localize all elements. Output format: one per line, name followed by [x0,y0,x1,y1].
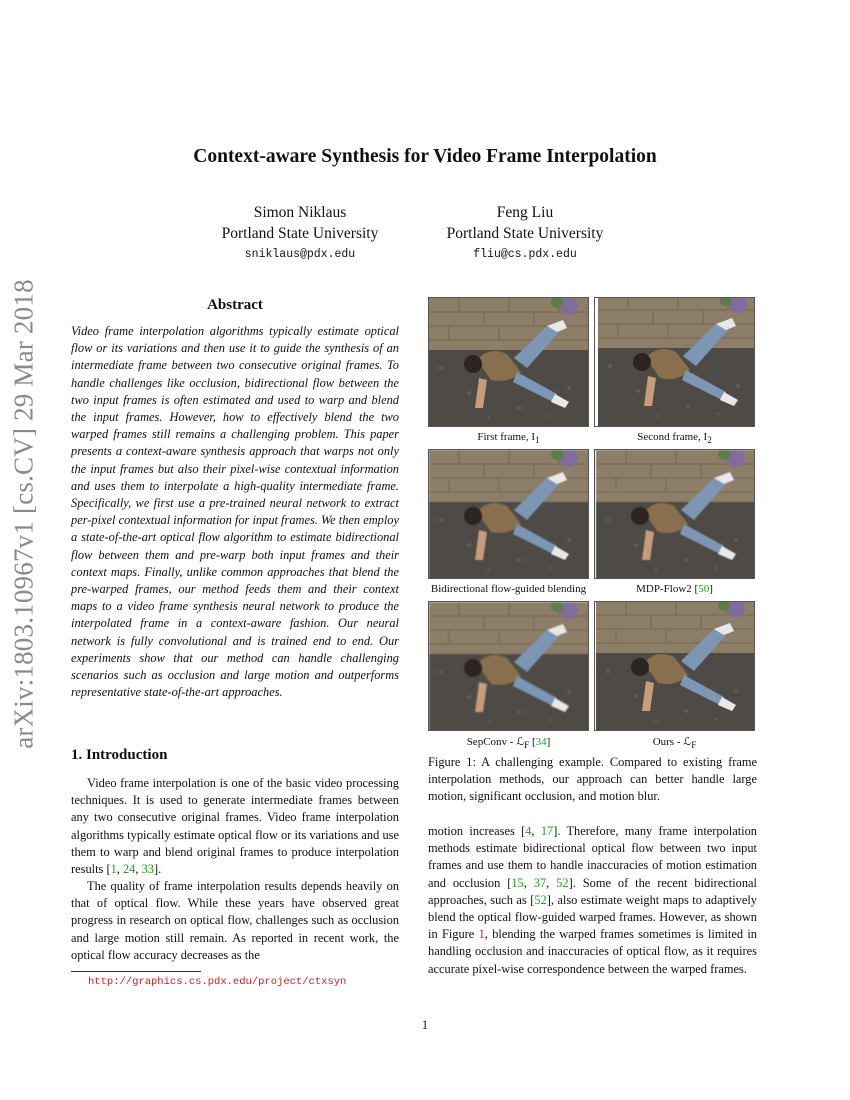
citation-link[interactable]: 24 [122,862,136,877]
citation-link[interactable]: 4 [525,824,532,838]
citation-link[interactable]: 37 [533,875,547,890]
intro-paragraph-1: Video frame interpolation is one of the basic video processing techniques. It is used to generate intermediate frames between any two consecutive original frames. Video frame interpolation algorithms typically estimate optical flow or its variations and use them to warp and blend original frames to produce interpolation results [1, 24, 33]. [71,776,399,877]
citation-link[interactable]: 50 [698,583,710,595]
figure-panel-first-frame [428,297,589,427]
citation-link[interactable]: 17 [540,824,554,838]
panel-caption: Second frame, $I_2$ [637,431,712,446]
panel-caption: Ours - ℒ$_F$ [652,736,697,751]
figure-panel-second-frame [594,297,755,427]
right-column-paragraph: motion increases [4, 17]. Therefore, many frame interpolation methods estimate bidirectional optical flow between two input frames and use them to handle inaccuracies of motion estimation and occlusion [15, 37, 52]. Some of the recent bidirectional approaches, such as [52], also estimate weight maps to adaptively blend the optical flow-guided warped frames. However, as shown in Figure 1, blending the warped frames sometimes is limited in handling occlusion and inaccuracies of optical flow, as it requires accurate pixel-wise correspondence between the warped frames. [428,824,758,976]
citation-link[interactable]: 1 [110,862,117,877]
figure-panel-mdp-flow2 [594,449,755,579]
author-name: Simon Niklaus [253,204,347,221]
footnote-link[interactable]: http://graphics.cs.pdx.edu/project/ctxsyn [88,976,347,988]
figure-panel-ours [594,601,755,731]
footnote-rule [71,971,201,972]
page-number: 1 [421,1018,429,1032]
author-name: Feng Liu [496,204,554,221]
author-email[interactable]: fliu@cs.pdx.edu [473,248,577,261]
panel-caption: First frame, $I_1$ [477,431,540,446]
author-affiliation: Portland State University [221,225,379,242]
author-block-1 [200,202,400,265]
figure-reference-link[interactable]: 1 [478,927,485,942]
citation-link[interactable]: 52 [534,892,547,907]
abstract-text: Video frame interpolation algorithms typically estimate optical flow or its variations and then use it to guide the synthesis of an intermediate frame between two consecutive original frames. To handle challenges like occlusion, bidirectional flow between the two input frames is often estimated and used to warp and blend the input frames. However, how to effectively blend the two warped frames still remains a challenging problem. This paper presents a context-aware synthesis approach that warps not only the input frames but also their pixel-wise contextual information and uses them to interpolate a high-quality intermediate frame. Specifically, we first use a pre-trained neural network to extract per-pixel contextual information for input frames. We then employ a state-of-the-art optical flow algorithm to estimate bidirectional flow between them and pre-warp both input frames and their context maps. Finally, unlike common approaches that blend the pre-warped frames, our method feeds them and their context maps to a video frame synthesis neural network to produce the interpolated frame in a context-aware fashion. Our neural network is fully convolutional and is trained end to end. Our experiments show that our method can handle challenging scenarios such as occlusion and large motion and outperforms representative state-of-the-art approaches. [71,324,399,700]
author-affiliation: Portland State University [446,225,604,242]
figure-panel-bidirectional [428,449,589,579]
arxiv-stamp [4,254,44,774]
citation-link[interactable]: 15 [511,875,524,890]
abstract-heading: Abstract [207,297,263,313]
arxiv-id: arXiv:1803.10967v1 [cs.CV] 29 Mar 2018 [8,279,39,749]
introduction-heading: 1. Introduction [71,747,168,763]
citation-link[interactable]: 52 [556,875,569,890]
citation-link[interactable]: 34 [535,736,547,748]
author-block-2 [425,202,625,265]
author-email[interactable]: sniklaus@pdx.edu [244,248,356,261]
panel-caption: Bidirectional flow-guided blending [430,583,587,595]
intro-paragraph-2: The quality of frame interpolation results depends heavily on that of optical flow. While these years have observed great progress in research on optical flow, challenges such as occlusion and large motion still remain. As reported in recent work, the optical flow accuracy decreases as the [71,879,399,962]
figure-panel-sepconv [428,601,589,731]
panel-caption: MDP-Flow2 [50] [636,583,713,595]
paper-title: Context-aware Synthesis for Video Frame Interpolation [193,146,657,167]
panel-caption: SepConv - ℒ$_F$ [34] [466,736,551,751]
citation-link[interactable]: 33 [141,862,154,877]
figure-caption: Figure 1: A challenging example. Compared to existing frame interpolation methods, our approach can better handle large motion, significant occlusion, and motion blur. [428,755,757,804]
